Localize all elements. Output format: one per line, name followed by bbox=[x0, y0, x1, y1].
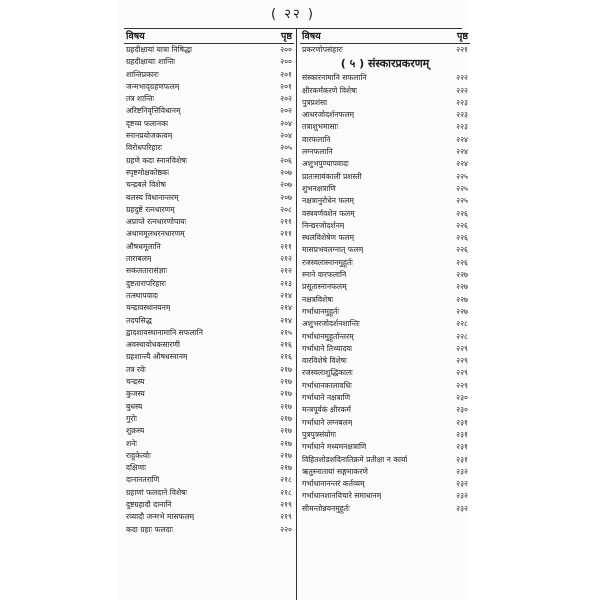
toc-entry bbox=[300, 331, 470, 343]
toc-entry bbox=[124, 56, 294, 68]
entry-title: नक्षत्रविशेषः bbox=[302, 294, 334, 304]
entry-page: २२७ bbox=[456, 282, 468, 292]
entry-page: २१७ bbox=[280, 377, 292, 387]
entry-title: स्पृष्टमोक्षकोष्ठकः bbox=[126, 167, 170, 177]
toc-entry bbox=[300, 404, 470, 416]
entry-page: २२६ bbox=[456, 208, 468, 218]
toc-entry bbox=[124, 93, 294, 105]
entry-title: गर्भाधानशानविचारे समाधानम् bbox=[302, 491, 382, 501]
toc-entry bbox=[300, 490, 470, 502]
entry-page: २३२ bbox=[456, 466, 468, 476]
entry-title: शुक्रस्य bbox=[126, 426, 145, 436]
entry-page: २१८ bbox=[280, 487, 292, 497]
entry-title: गर्भाधानमुहूर्तान्तरम् bbox=[302, 331, 354, 341]
entry-page: २३० bbox=[456, 393, 468, 403]
toc-entry bbox=[300, 478, 470, 490]
entry-page: २२९ bbox=[456, 380, 468, 390]
toc-entry bbox=[124, 364, 294, 376]
entry-title: चन्द्रस्य bbox=[126, 377, 145, 387]
entry-page: २१७ bbox=[280, 438, 292, 448]
toc-entry bbox=[300, 220, 470, 232]
toc-entry bbox=[124, 105, 294, 117]
entry-title: मासप्रभवलग्नात् फलम् bbox=[302, 245, 364, 255]
toc-entry bbox=[124, 450, 294, 462]
entry-page: २२३ bbox=[456, 110, 468, 120]
left-entries bbox=[124, 44, 294, 536]
toc-entry bbox=[124, 327, 294, 339]
entry-page: २१७ bbox=[280, 364, 292, 374]
entry-title: कुजस्य bbox=[126, 389, 145, 399]
entry-page: २२८ bbox=[456, 331, 468, 341]
entry-title: प्रातःसायंकाली प्रशस्ती bbox=[302, 171, 362, 181]
entry-page: २२७ bbox=[456, 306, 468, 316]
entry-title: प्रसूतास्नानफलम् bbox=[302, 282, 347, 292]
entry-title: ग्रहदीक्षायाः शान्तिः bbox=[126, 57, 176, 67]
entry-title: चन्द्रबले विशेषः bbox=[126, 180, 167, 190]
entry-page: २२९ bbox=[456, 356, 468, 366]
toc-entry bbox=[300, 367, 470, 379]
toc-entry bbox=[300, 380, 470, 392]
toc-entry bbox=[300, 392, 470, 404]
entry-title: मन्त्रपूर्वकं क्षीरकर्म bbox=[302, 405, 351, 415]
entry-title: तत्राशुभमासाः bbox=[302, 122, 339, 132]
entry-title: ग्रहाणां फलदाने विशेषः bbox=[126, 487, 188, 497]
book-page bbox=[118, 0, 468, 600]
entry-page: २०० bbox=[280, 45, 292, 54]
entry-title: लग्नफलानि bbox=[302, 147, 333, 157]
entry-title: दानानतराणि bbox=[126, 475, 160, 485]
toc-entry bbox=[124, 290, 294, 302]
entry-page: २२६ bbox=[456, 257, 468, 267]
toc-entry bbox=[124, 265, 294, 277]
entry-title: सकलतारासंज्ञाः bbox=[126, 266, 167, 276]
entry-title: स्नानप्रयोजकत्वम् bbox=[126, 131, 173, 141]
toc-entry bbox=[124, 253, 294, 265]
entry-title: दक्षिणाः bbox=[126, 463, 147, 473]
toc-entry bbox=[124, 155, 294, 167]
right-entries-post bbox=[300, 466, 470, 515]
entry-page: २१७ bbox=[280, 413, 292, 423]
entry-page: २२९ bbox=[456, 368, 468, 378]
entry-page: २१४ bbox=[280, 290, 292, 300]
toc-entry bbox=[300, 121, 470, 133]
entry-title: रजस्वलाशुद्धिकालः bbox=[302, 368, 353, 378]
entry-title: स्नाने वारफलानि bbox=[302, 270, 347, 280]
entry-page: २२३ bbox=[456, 122, 468, 132]
entry-title: गुरोः bbox=[126, 413, 137, 423]
entry-page: २१९ bbox=[280, 512, 292, 522]
entry-title: द्वादशावस्थानामानि सफलानि bbox=[126, 327, 203, 337]
entry-title: बलस्य विधानान्तरम् bbox=[126, 192, 179, 202]
entry-page: २०५ bbox=[280, 143, 292, 153]
entry-title: वस्त्रवर्णवशेन फलम् bbox=[302, 208, 355, 218]
entry-page: २२९ bbox=[456, 343, 468, 353]
toc-entry bbox=[300, 417, 470, 429]
entry-title: तत्र रवेः bbox=[126, 364, 146, 374]
entry-title: औषधमूलानि bbox=[126, 241, 161, 251]
toc-entry bbox=[300, 158, 470, 170]
section-title: ( ५ ) संस्कारप्रकरणम् bbox=[340, 57, 430, 71]
right-entries-pre bbox=[300, 44, 470, 56]
entry-page: २२४ bbox=[456, 159, 468, 169]
entry-title: गर्भाधाने लग्नबलम् bbox=[302, 417, 353, 427]
entry-page: २२५ bbox=[456, 171, 468, 181]
entry-page: २१२ bbox=[280, 254, 292, 264]
toc-entry bbox=[124, 351, 294, 363]
entry-title: दुष्टग्रहादौ दानानि bbox=[126, 499, 172, 509]
entry-page: २३० bbox=[456, 405, 468, 415]
toc-entry bbox=[300, 441, 470, 453]
entry-title: अशुभरजोदर्शनशान्तिः bbox=[302, 319, 360, 329]
entry-page: २११ bbox=[280, 217, 292, 227]
entry-title: शनेः bbox=[126, 438, 137, 448]
toc-entry bbox=[300, 429, 470, 441]
entry-title: तत्स्थापवादः bbox=[126, 290, 159, 300]
entry-title: गर्भाधानकालावधिः bbox=[302, 380, 352, 390]
subject-heading: विषय bbox=[302, 31, 321, 42]
entry-title: दृष्टव्य फलानकः bbox=[126, 118, 169, 128]
entry-page: २१४ bbox=[280, 315, 292, 325]
entry-page: २२२ bbox=[456, 85, 468, 95]
entry-title: ग्रहदुष्टे रत्नधारणम् bbox=[126, 204, 175, 214]
entry-page: २२० bbox=[280, 524, 292, 534]
entry-title: विरोधपरिहारः bbox=[126, 143, 162, 153]
entry-title: प्रकरणोपसंहारः bbox=[302, 45, 343, 54]
toc-entry bbox=[124, 425, 294, 437]
toc-entry bbox=[300, 343, 470, 355]
right-column bbox=[300, 30, 470, 515]
toc-entry bbox=[300, 97, 470, 109]
entry-page: २०४ bbox=[280, 131, 292, 141]
entry-title: आधरजोदर्शनफलम् bbox=[302, 110, 355, 120]
entry-page: २०१ bbox=[280, 69, 292, 79]
entry-page: २१६ bbox=[280, 352, 292, 362]
entry-page: २१९ bbox=[280, 499, 292, 509]
toc-entry bbox=[124, 44, 294, 56]
entry-title: शान्तिप्रकारः bbox=[126, 69, 159, 79]
page-number: ( २२ ) bbox=[271, 7, 315, 22]
toc-entry bbox=[300, 281, 470, 293]
entry-title: शुभनक्षत्राणि bbox=[302, 183, 336, 193]
entry-page: २०४ bbox=[280, 118, 292, 128]
toc-entry bbox=[124, 302, 294, 314]
entry-title: वारफलानि bbox=[302, 134, 331, 144]
entry-title: गर्भाधाने तिथ्यादयः bbox=[302, 343, 353, 353]
entry-page: २२४ bbox=[456, 147, 468, 157]
entry-page: २३१ bbox=[456, 454, 468, 464]
entry-title: रव्यादौ जन्मभे मासफलम् bbox=[126, 512, 195, 522]
entry-page: २१७ bbox=[280, 426, 292, 436]
entry-title: गर्भाधाने नक्षत्राणि bbox=[302, 393, 351, 403]
entry-title: अथाममूलधरनधारणम् bbox=[126, 229, 185, 239]
toc-entry bbox=[124, 413, 294, 425]
toc-entry bbox=[124, 228, 294, 240]
entry-page: २२६ bbox=[456, 245, 468, 255]
entry-page: २०२ bbox=[280, 94, 292, 104]
toc-entry bbox=[124, 524, 294, 536]
entry-page: २३२ bbox=[456, 491, 468, 501]
toc-entry bbox=[300, 503, 470, 515]
toc-entry bbox=[300, 208, 470, 220]
toc-entry bbox=[124, 376, 294, 388]
entry-page: २०० bbox=[280, 57, 292, 67]
entry-title: अप्राप्ते रत्नधारणोपायः bbox=[126, 217, 187, 227]
toc-entry bbox=[124, 388, 294, 400]
entry-page: २१७ bbox=[280, 463, 292, 473]
entry-page: २१६ bbox=[280, 340, 292, 350]
toc-entry bbox=[124, 278, 294, 290]
entry-title: सीमन्तोन्नयनमुहूर्तः bbox=[302, 503, 350, 513]
toc-entry bbox=[124, 216, 294, 228]
entry-title: निन्द्यरजोदर्शनम् bbox=[302, 220, 345, 230]
toc-entry bbox=[124, 339, 294, 351]
entry-page: २३२ bbox=[456, 479, 468, 489]
entry-title: संस्कारनामानि सफलानि bbox=[302, 73, 367, 83]
toc-entry bbox=[124, 499, 294, 511]
entry-title: ताराबलम् bbox=[126, 254, 152, 264]
toc-entry bbox=[300, 269, 470, 281]
toc-entry bbox=[300, 171, 470, 183]
entry-title: ग्रहदीक्षायां यात्रा निषिद्धा bbox=[126, 45, 193, 54]
page-heading: पृष्ठ bbox=[281, 31, 292, 42]
toc-entry bbox=[124, 241, 294, 253]
toc-entry bbox=[124, 167, 294, 179]
toc-entry bbox=[124, 69, 294, 81]
toc-entry bbox=[300, 318, 470, 330]
entry-title: राहुकेत्वोः bbox=[126, 450, 151, 460]
toc-entry bbox=[300, 232, 470, 244]
left-column bbox=[124, 30, 294, 536]
entry-page: २०१ bbox=[280, 81, 292, 91]
entry-page: २२७ bbox=[456, 270, 468, 280]
top-rule bbox=[124, 28, 462, 29]
entry-title: बुधस्य bbox=[126, 401, 143, 411]
entry-page: २०८ bbox=[280, 204, 292, 214]
right-entries bbox=[300, 72, 470, 453]
entry-title: चन्द्रावस्थानयनम् bbox=[126, 303, 171, 313]
toc-entry bbox=[300, 355, 470, 367]
toc-entry bbox=[300, 294, 470, 306]
page-heading: पृष्ठ bbox=[457, 31, 468, 42]
entry-title: ग्रहशान्त्यै औषधस्नानम् bbox=[126, 352, 188, 362]
entry-title: गर्भाधानमुहूर्तः bbox=[302, 306, 339, 316]
toc-entry bbox=[124, 487, 294, 499]
entry-page: २३१ bbox=[456, 442, 468, 452]
entry-title: कदा ग्रहाः फलदाः bbox=[126, 524, 174, 534]
entry-title: तत्र शान्तिः bbox=[126, 94, 155, 104]
entry-title: ऋतुस्नातायां सङ्गमाकरणे bbox=[302, 466, 368, 476]
entry-title: जन्मभाद्ग्रहणफलम् bbox=[126, 81, 180, 91]
entry-title: वारविशेषे विशेषः bbox=[302, 356, 347, 366]
entry-page: २०२ bbox=[280, 106, 292, 116]
toc-entry bbox=[124, 130, 294, 142]
entry-page: २२६ bbox=[456, 233, 468, 243]
entry-page: २३१ bbox=[456, 417, 468, 427]
toc-entry bbox=[300, 146, 470, 158]
toc-entry bbox=[124, 315, 294, 327]
right-header bbox=[300, 30, 470, 44]
toc-entry bbox=[124, 474, 294, 486]
entry-page: २३२ bbox=[456, 503, 468, 513]
entry-page: २११ bbox=[280, 241, 292, 251]
column-divider bbox=[296, 28, 297, 600]
entry-title: ग्रहणे कदा स्नानविशेषः bbox=[126, 155, 188, 165]
toc-entry bbox=[124, 204, 294, 216]
entry-title: नक्षत्रानुरोधेन फलम् bbox=[302, 196, 354, 206]
toc-entry bbox=[300, 306, 470, 318]
entry-title: स्थलविशेषेण फलम् bbox=[302, 233, 354, 243]
left-header bbox=[124, 30, 294, 44]
toc-entry bbox=[124, 401, 294, 413]
entry-page: २२५ bbox=[456, 183, 468, 193]
toc-entry bbox=[300, 257, 470, 269]
entry-page: २२८ bbox=[456, 319, 468, 329]
entry-title: क्षीरकर्मकरणे विशेषः bbox=[302, 85, 358, 95]
entry-title: पुत्रप्रशंसा bbox=[302, 97, 328, 107]
entry-page: २०७ bbox=[280, 167, 292, 177]
toc-entry bbox=[300, 466, 470, 478]
entry-page: २३१ bbox=[456, 429, 468, 439]
toc-entry bbox=[124, 179, 294, 191]
entry-page: २१४ bbox=[280, 303, 292, 313]
entry-page: २०७ bbox=[280, 192, 292, 202]
toc-entry bbox=[124, 81, 294, 93]
toc-entry bbox=[300, 85, 470, 97]
subject-heading: विषय bbox=[126, 31, 145, 42]
entry-title: अरिष्टनिवृत्तिविधानम् bbox=[126, 106, 181, 116]
entry-title: विहितशोडशदिनातिक्रमे प्रतीक्षा न कार्या bbox=[302, 454, 408, 464]
entry-page: २२२ bbox=[456, 73, 468, 83]
entry-page: २१८ bbox=[280, 475, 292, 485]
entry-page: २२१ bbox=[456, 45, 468, 54]
toc-entry bbox=[300, 44, 470, 56]
entry-title: रजस्वलास्नानमुहूर्तः bbox=[302, 257, 353, 267]
entry-page: २२३ bbox=[456, 97, 468, 107]
entry-page: २१७ bbox=[280, 450, 292, 460]
entry-page: २२५ bbox=[456, 196, 468, 206]
toc-entry bbox=[300, 454, 470, 466]
entry-title: तदपसिद्ध bbox=[126, 315, 152, 325]
toc-entry bbox=[124, 462, 294, 474]
toc-entry bbox=[124, 511, 294, 523]
toc-entry bbox=[300, 134, 470, 146]
entry-title: पुत्रपुत्रसंयोगः bbox=[302, 429, 337, 439]
entry-page: २१५ bbox=[280, 327, 292, 337]
entry-page: २१७ bbox=[280, 389, 292, 399]
entry-page: २०७ bbox=[280, 180, 292, 190]
entry-title: गर्भाधाने मध्यमनक्षत्राणि bbox=[302, 442, 367, 452]
toc-entry bbox=[124, 192, 294, 204]
toc-entry bbox=[124, 438, 294, 450]
entry-page: २२६ bbox=[456, 220, 468, 230]
entry-title: दुष्टतारापरिहारः bbox=[126, 278, 166, 288]
entry-page: २११ bbox=[280, 229, 292, 239]
toc-entry bbox=[300, 109, 470, 121]
entry-page: २०६ bbox=[280, 155, 292, 165]
entry-page: २२७ bbox=[456, 294, 468, 304]
entry-title: गर्भाधानानन्तरं कर्तव्यम् bbox=[302, 479, 365, 489]
toc-entry bbox=[300, 72, 470, 84]
toc-entry bbox=[300, 195, 470, 207]
toc-entry bbox=[300, 244, 470, 256]
toc-entry bbox=[124, 118, 294, 130]
entry-page: २१३ bbox=[280, 278, 292, 288]
entry-page: २१७ bbox=[280, 401, 292, 411]
entry-page: २२४ bbox=[456, 134, 468, 144]
entry-title: अशुभपुण्यापवादः bbox=[302, 159, 349, 169]
toc-entry bbox=[300, 183, 470, 195]
entry-title: अवस्थावोधकसारणी bbox=[126, 340, 180, 350]
toc-entry bbox=[124, 142, 294, 154]
entry-page: २१२ bbox=[280, 266, 292, 276]
